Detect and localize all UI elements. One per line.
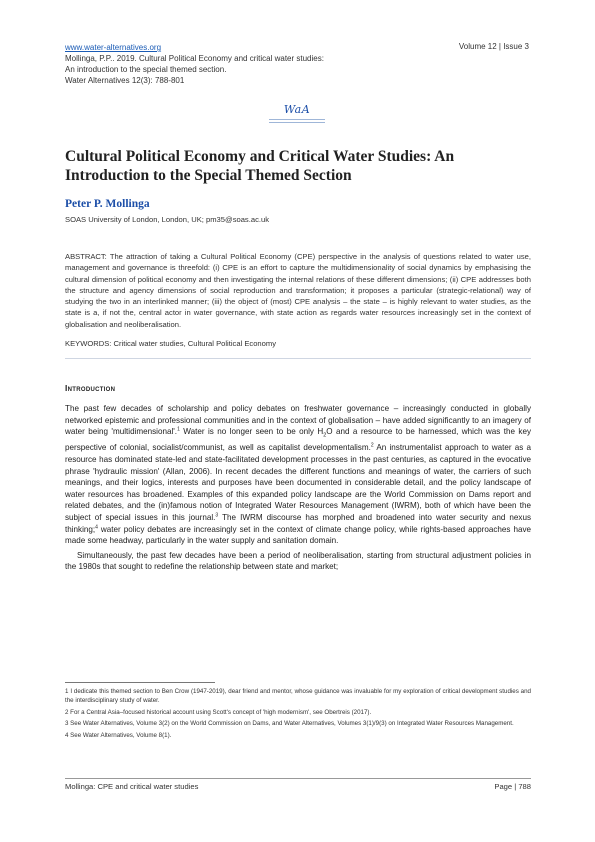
footnote-4: 4 See Water Alternatives, Volume 8(1). [65, 731, 172, 739]
footnote-rule [65, 682, 215, 683]
body-text [65, 403, 531, 573]
paragraph-2: Simultaneously, the past few decades have been a period of neoliberalisation, starting from structural adjustment policies in the 1980s that sought to redefine the relationship between state and market; [65, 550, 531, 572]
footnote-ref-4[interactable]: 4 [95, 523, 98, 530]
abstract: ABSTRACT: The attraction of taking a Cultural Political Economy (CPE) perspective in the analysis of questions related to water use, management and governance is threefold: (i) CPE is an effort to capture the multidimensionality of social dynamics by emphasising the cultural dimension of political economy and then investigating the internal relations of these different dimensions; (ii) CPE addresses both the structure and agency dimensions of social reproduction and transformation; it proposes a particular (strategic-relational) way of studying the two in an interlinked manner; (iii) the object of (most) CPE analysis – the state – is highly relevant to water studies, as the state is a, if not the, central actor in water governance, with state action as regards water resources increasingly set in the context of globalisation and neoliberalisation. [65, 252, 531, 329]
running-footer-title: Mollinga: CPE and critical water studies [65, 782, 199, 791]
footnote-1: 1 I dedicate this themed section to Ben Crow (1947-2019), dear friend and mentor, whose guidance was invaluable for my exploration of critical development studies and the interdisciplinary study of water. [65, 688, 531, 704]
citation-line-1: Mollinga, P.P.. 2019. Cultural Political Economy and critical water studies: [65, 54, 324, 63]
paragraph-1: The past few decades of scholarship and policy debates on freshwater governance – increasingly conducted in globally networked epistemic and professional communities and in the context of globalisation – have added significantly to an imagery of water being 'multidimensional'.$^1$ Water is no longer seen to be only $H_2O$ and a resource to be harnessed, which was the key perspective of colonial, socialist/communist, as well as capitalist developmentalism.$^2$ An instrumentalist approach to water as a resource has dominated state-led and state-facilitated development processes in the past centuries, as captured in the evocative phrase 'hydraulic mission' (Allan, 2006). In recent decades the different functions and meanings of water, the carriers of such meanings, and their logics, interests and purposes have been documented in considerable detail, and the policy landscape of water resources has broadened. Examples of this expanded policy landscape are the World Commission on Dams report and related debates, and the (in)famous notion of Integrated Water Resources Management (IWRM), both of which have been the subject of special issues in this journal.$^3$ The IWRM discourse has morphed and broadened into water security and nexus thinking;$^4$ water policy debates are increasingly set in the context of climate change policy, while rights-based approaches have made some headway, particularly in the water supply and sanitation domain. [65, 404, 532, 546]
footnote-ref-3[interactable]: 3 [215, 512, 219, 519]
keywords: KEYWORDS: Critical water studies, Cultural Political Economy [65, 339, 277, 348]
footnote-2: 2 For a Central Asia–focused historical account using Scott's concept of 'high modernism', see Obertreis (2017). [65, 708, 372, 716]
logo-text: WaA [283, 103, 311, 116]
journal-url-link[interactable]: www.water-alternatives.org [65, 43, 162, 52]
footer-rule [65, 778, 531, 779]
author-affiliation: SOAS University of London, London, UK; pm35@soas.ac.uk [65, 215, 269, 224]
footnote-3: 3 See Water Alternatives, Volume 3(2) on the World Commission on Dams, and Water Alternatives, Volumes 3(1)/9(3) on Integrated Water Resources Management. [65, 720, 514, 727]
volume-issue: Volume 12 | Issue 3 [458, 42, 529, 51]
running-header [65, 42, 324, 86]
article-title: Cultural Political Economy and Critical Water Studies: An Introduction to the Special Themed Section [65, 148, 455, 184]
footnote-ref-1[interactable]: 1 [177, 426, 180, 433]
author-name: Peter P. Mollinga [65, 198, 150, 210]
section-divider [65, 358, 531, 359]
footnote-ref-2[interactable]: 2 [370, 442, 374, 449]
logo-rule-lower [269, 122, 325, 123]
footnotes [65, 687, 531, 742]
logo-rule [269, 119, 325, 120]
section-heading-introduction: Introduction [65, 383, 116, 393]
citation-line-2: An introduction to the special themed section. [65, 65, 227, 74]
citation-line-3: Water Alternatives 12(3): 788-801 [65, 76, 185, 85]
page-number: Page | 788 [494, 782, 531, 791]
journal-logo [269, 103, 325, 129]
